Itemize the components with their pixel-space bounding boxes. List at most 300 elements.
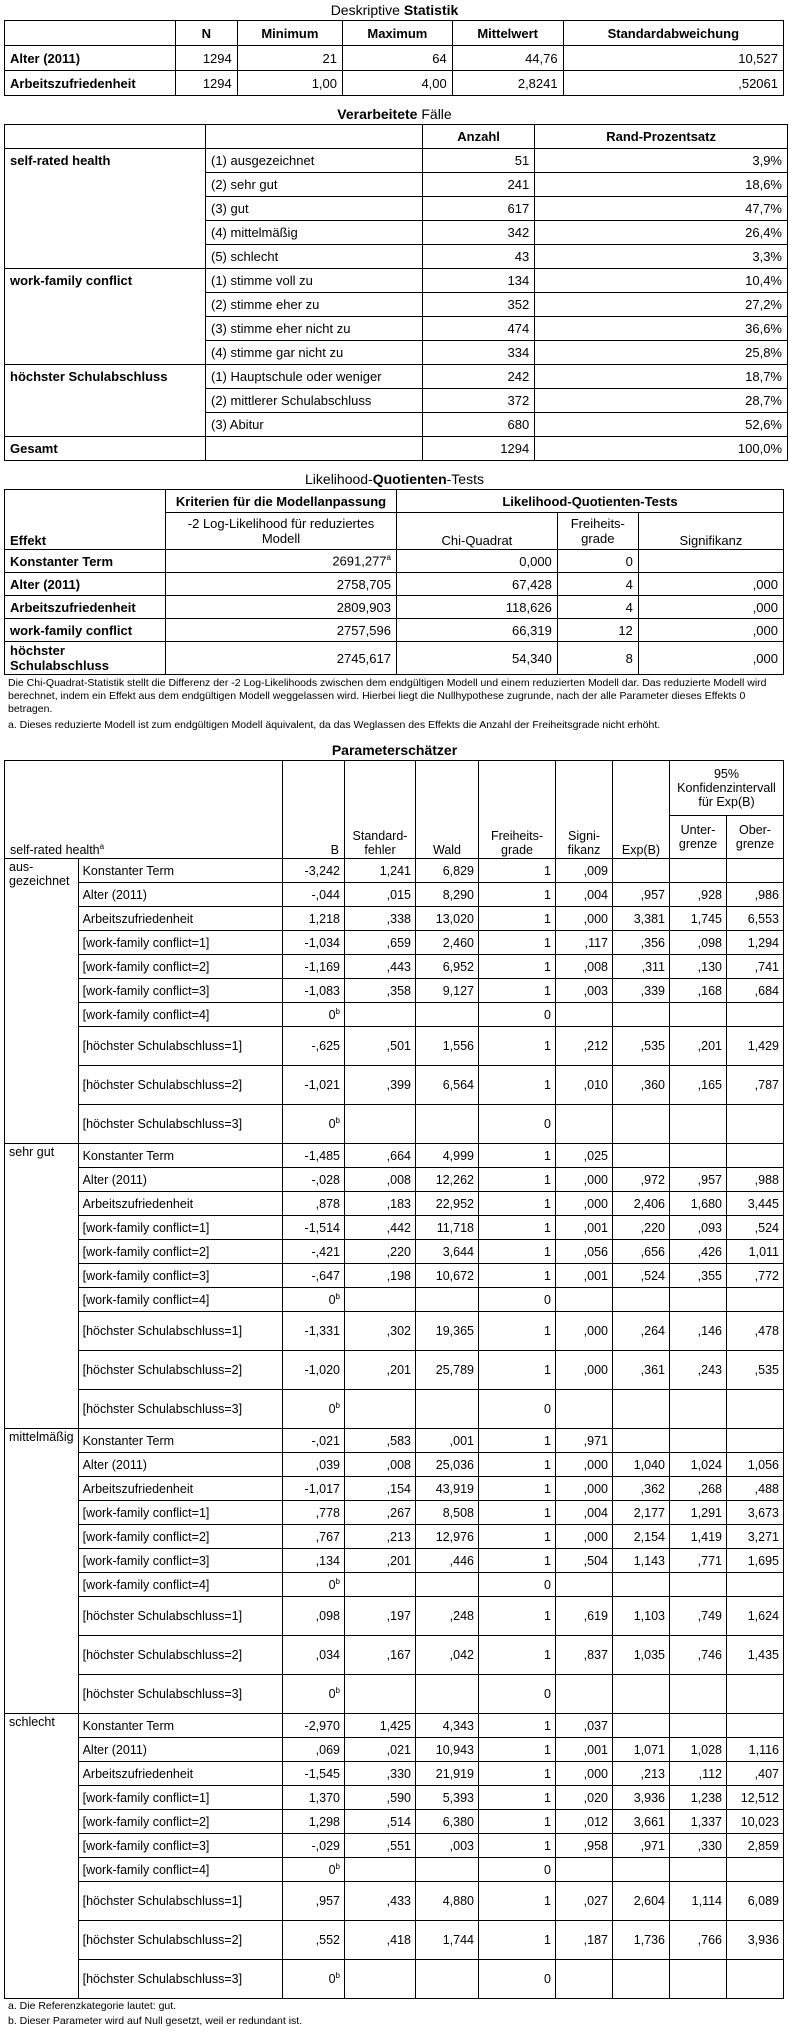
parameter-label — [78, 955, 282, 979]
cell-value: 1,241 — [379, 863, 411, 878]
params-body — [5, 859, 784, 1999]
table-cell — [670, 979, 727, 1003]
cell-value: ,000 — [583, 1529, 608, 1544]
table-row — [5, 1351, 784, 1390]
cell-value: Alter (2011) — [10, 576, 81, 592]
table-cell: 64 — [343, 46, 453, 71]
response-category-label: mittelmäßig — [5, 1429, 79, 1714]
params-header-cell: Exp(B) — [613, 761, 670, 859]
cell-value: ,971 — [640, 1838, 665, 1853]
cell-value: ,000 — [583, 1324, 608, 1338]
table-cell — [397, 642, 558, 675]
cell-value: 8,290 — [442, 887, 474, 902]
percent-cell: 3,9% — [535, 149, 788, 173]
cell-value: ,000 — [583, 1481, 608, 1496]
table-cell — [345, 1105, 416, 1144]
table-cell — [670, 1453, 727, 1477]
table-cell — [416, 1351, 479, 1390]
table-cell — [345, 979, 416, 1003]
cell-value: 1 — [544, 1814, 551, 1829]
cell-value: 0 — [544, 1292, 551, 1307]
table-cell — [556, 1477, 613, 1501]
table-row — [5, 365, 788, 389]
table-cell — [556, 1264, 613, 1288]
table-cell — [166, 573, 397, 596]
cell-value: 9,127 — [442, 983, 474, 998]
table-cell: 1294 — [176, 46, 238, 71]
table-cell — [416, 1921, 479, 1960]
cell-value: 1,429 — [747, 1039, 779, 1053]
table-row — [5, 173, 788, 197]
cell-value: ,356 — [640, 935, 665, 950]
cell-value: ,478 — [754, 1324, 779, 1338]
percent-cell: 10,4% — [535, 269, 788, 293]
cell-value: -3,242 — [304, 863, 340, 878]
cell-value: ,154 — [386, 1481, 411, 1496]
cell-value: 1 — [544, 1933, 551, 1947]
table-cell — [206, 437, 423, 461]
table-row — [5, 341, 788, 365]
cell-value: [höchster Schulabschluss=2] — [82, 1933, 243, 1947]
table-row — [5, 883, 784, 907]
table-cell — [727, 1105, 784, 1144]
cell-value: ,000 — [583, 911, 608, 926]
table-cell — [345, 1960, 416, 1999]
cell-value: 1 — [544, 1718, 551, 1733]
cases-header-cell — [5, 125, 206, 149]
table-cell — [479, 1738, 556, 1762]
count-cell: 242 — [423, 365, 535, 389]
response-category-label: aus-gezeichnet — [5, 859, 79, 1144]
descriptive-header-cell: Maximum — [343, 21, 453, 46]
table-row — [5, 149, 788, 173]
lr-effect-header: Effekt — [5, 490, 166, 550]
cell-value: ,034 — [315, 1648, 340, 1662]
parameter-label — [78, 1810, 282, 1834]
cell-value: -1,485 — [304, 1148, 340, 1163]
table-cell — [282, 1003, 344, 1027]
params-table — [4, 760, 784, 1999]
cell-value: ,015 — [386, 887, 411, 902]
table-cell — [479, 1168, 556, 1192]
count-cell: 134 — [423, 269, 535, 293]
table-cell — [670, 931, 727, 955]
table-cell — [670, 1066, 727, 1105]
lr-title-pre: Likelihood- — [305, 471, 373, 487]
table-cell — [345, 1264, 416, 1288]
cell-value: 1,024 — [690, 1457, 722, 1472]
table-cell — [727, 1921, 784, 1960]
table-cell — [345, 1549, 416, 1573]
cell-value: 2758,705 — [336, 576, 391, 592]
cell-value: ,988 — [754, 1172, 779, 1187]
table-cell — [282, 1312, 344, 1351]
table-cell — [416, 883, 479, 907]
total-label: Gesamt — [5, 437, 206, 461]
cell-value: [höchster Schulabschluss=1] — [82, 1609, 243, 1623]
table-row — [5, 1921, 784, 1960]
cell-value: [work-family conflict=1] — [82, 1790, 210, 1805]
row-group-label — [5, 173, 206, 197]
category-label: (3) Abitur — [206, 413, 423, 437]
table-cell — [556, 1192, 613, 1216]
table-cell — [556, 1597, 613, 1636]
table-cell — [282, 1240, 344, 1264]
table-cell — [282, 1762, 344, 1786]
table-cell — [638, 642, 783, 675]
cell-value: ,000 — [752, 576, 778, 592]
parameter-label — [78, 1738, 282, 1762]
lr-title-post: -Tests — [446, 471, 484, 487]
cell-value: 25,789 — [435, 1363, 474, 1377]
cell-value: ,004 — [583, 1505, 608, 1520]
table-row — [5, 46, 784, 71]
cell-value: Konstanter Term — [10, 553, 114, 569]
category-label: (1) stimme voll zu — [206, 269, 423, 293]
cell-value: [höchster Schulabschluss=1] — [82, 1039, 243, 1053]
cell-value: ,001 — [583, 1742, 608, 1757]
effect-label — [5, 550, 166, 573]
lr-note-a: a. Dieses reduzierte Modell ist zum endgültigen Modell äquivalent, da das Weglassen des Effekts die Anzahl der Freiheitsgrade nicht erhöht. — [8, 719, 661, 731]
parameter-label — [78, 1066, 282, 1105]
table-cell — [282, 1105, 344, 1144]
table-cell — [556, 1714, 613, 1738]
table-cell — [670, 1477, 727, 1501]
table-cell — [345, 1453, 416, 1477]
table-row — [5, 1288, 784, 1312]
category-label: (4) stimme gar nicht zu — [206, 341, 423, 365]
table-row — [5, 573, 784, 596]
table-row — [5, 1168, 784, 1192]
table-cell — [670, 1429, 727, 1453]
table-cell — [727, 1390, 784, 1429]
table-cell — [727, 1501, 784, 1525]
table-cell — [613, 1390, 670, 1429]
cell-value: ,878 — [315, 1196, 340, 1211]
category-label: (4) mittelmäßig — [206, 221, 423, 245]
table-row — [5, 859, 784, 883]
parameter-label — [78, 1144, 282, 1168]
cell-value: ,433 — [386, 1894, 411, 1908]
cell-value: Arbeitszufriedenheit — [10, 599, 136, 615]
cell-value: ,418 — [386, 1933, 411, 1947]
table-cell — [613, 1834, 670, 1858]
cell-value: ,000 — [752, 622, 778, 638]
cell-value: ,442 — [386, 1220, 411, 1235]
cell-value: ,008 — [386, 1457, 411, 1472]
cell-value: -,044 — [311, 887, 340, 902]
table-cell — [282, 1390, 344, 1429]
table-cell — [727, 955, 784, 979]
table-cell — [416, 1168, 479, 1192]
table-cell — [613, 1810, 670, 1834]
table-cell — [613, 1312, 670, 1351]
table-cell — [345, 1525, 416, 1549]
table-cell — [345, 1597, 416, 1636]
cell-value: -1,021 — [304, 1078, 340, 1092]
cell-value: 1 — [544, 1790, 551, 1805]
table-cell — [613, 1216, 670, 1240]
cell-value: höchster Schulabschluss — [10, 643, 109, 673]
params-dep-label-text: self-rated health — [10, 843, 100, 857]
table-cell — [727, 1810, 784, 1834]
table-cell — [479, 1144, 556, 1168]
cell-value: 1 — [544, 1039, 551, 1053]
descriptive-table — [4, 20, 784, 96]
table-cell — [416, 1144, 479, 1168]
table-cell — [282, 979, 344, 1003]
cell-value: [work-family conflict=3] — [82, 1268, 210, 1283]
table-cell — [416, 1636, 479, 1675]
cell-value: ,339 — [640, 983, 665, 998]
table-cell — [479, 907, 556, 931]
table-cell — [282, 1549, 344, 1573]
cell-value: 1,114 — [691, 1894, 722, 1908]
cell-value: 2745,617 — [336, 650, 391, 666]
cell-value: Konstanter Term — [82, 863, 175, 878]
parameter-label — [78, 1882, 282, 1921]
table-cell — [479, 1786, 556, 1810]
params-note-b: b. Dieser Parameter wird auf Null gesetzt, weil er redundant ist. — [8, 2015, 303, 2027]
table-cell — [345, 1786, 416, 1810]
table-cell — [416, 1882, 479, 1921]
table-cell — [727, 859, 784, 883]
percent-cell: 52,6% — [535, 413, 788, 437]
table-cell — [727, 1066, 784, 1105]
cell-value: [work-family conflict=2] — [82, 1814, 210, 1829]
row-group-label: höchster Schulabschluss — [5, 365, 206, 389]
table-cell — [556, 1240, 613, 1264]
table-cell — [556, 1168, 613, 1192]
table-cell — [416, 1573, 479, 1597]
cell-value: 1 — [544, 887, 551, 902]
table-cell — [727, 1351, 784, 1390]
table-cell — [282, 1477, 344, 1501]
cell-value: 3,936 — [747, 1933, 779, 1947]
table-cell — [556, 1573, 613, 1597]
parameter-label — [78, 1921, 282, 1960]
cell-value: 1 — [544, 1244, 551, 1259]
cell-value: 0 — [328, 1972, 336, 1987]
cell-value: 1,040 — [633, 1457, 665, 1472]
cell-value: 43,919 — [435, 1481, 474, 1496]
cell-value: 10,943 — [435, 1742, 474, 1757]
cell-value: ,201 — [386, 1363, 411, 1377]
cell-value: ,778 — [315, 1505, 340, 1520]
cell-value: -,421 — [311, 1244, 340, 1259]
parameter-label — [78, 1351, 282, 1390]
table-cell — [556, 1636, 613, 1675]
table-cell — [557, 573, 638, 596]
table-cell — [282, 1858, 344, 1882]
cell-value: 0 — [544, 1862, 551, 1877]
cell-value: ,749 — [697, 1609, 722, 1623]
cell-value: ,362 — [640, 1481, 665, 1496]
table-row — [5, 1786, 784, 1810]
category-label: (5) schlecht — [206, 245, 423, 269]
cell-value: 1 — [544, 1894, 551, 1908]
cell-value: ,220 — [640, 1220, 665, 1235]
parameter-label — [78, 1192, 282, 1216]
table-cell — [727, 1786, 784, 1810]
cell-value: ,000 — [752, 650, 778, 666]
cell-value: 1 — [544, 863, 551, 878]
cell-value: 4 — [625, 576, 633, 592]
table-cell — [670, 955, 727, 979]
cell-value: ,957 — [315, 1894, 340, 1908]
params-header-cell: B — [282, 761, 344, 859]
table-row — [5, 596, 784, 619]
lr-title — [0, 469, 789, 489]
table-cell — [282, 1192, 344, 1216]
table-cell — [613, 1027, 670, 1066]
table-cell — [345, 1429, 416, 1453]
table-cell — [557, 619, 638, 642]
cell-value: ,056 — [583, 1244, 608, 1259]
cell-value: 6,829 — [442, 863, 474, 878]
table-cell — [345, 1192, 416, 1216]
cell-value: 66,319 — [512, 622, 552, 638]
table-cell — [282, 1066, 344, 1105]
cell-value: 1,425 — [379, 1718, 411, 1733]
table-cell — [345, 1144, 416, 1168]
table-cell — [613, 1240, 670, 1264]
cell-value: Alter (2011) — [82, 887, 147, 902]
table-cell — [670, 1216, 727, 1240]
lr-sub-header: -2 Log-Likelihood für reduziertes Modell — [166, 513, 397, 550]
lr-group-header-row — [5, 490, 784, 513]
cell-value: ,928 — [697, 887, 722, 902]
cell-value: 12,512 — [740, 1790, 779, 1805]
table-cell — [282, 1351, 344, 1390]
percent-cell: 100,0% — [535, 437, 788, 461]
table-row — [5, 1597, 784, 1636]
table-cell — [479, 1810, 556, 1834]
lr-body — [5, 550, 784, 675]
cell-value: 1 — [544, 1505, 551, 1520]
cell-value: 0 — [544, 1687, 551, 1701]
cell-value: ,243 — [697, 1363, 722, 1377]
table-cell — [479, 1501, 556, 1525]
table-cell — [282, 955, 344, 979]
table-cell — [345, 1810, 416, 1834]
table-cell — [345, 1675, 416, 1714]
footnote-b-mark: b — [335, 1686, 340, 1696]
table-cell — [613, 1597, 670, 1636]
cases-body — [5, 149, 788, 461]
descriptive-header-cell: N — [176, 21, 238, 46]
table-row — [5, 907, 784, 931]
table-cell — [345, 1573, 416, 1597]
table-cell — [479, 1714, 556, 1738]
table-cell — [416, 1525, 479, 1549]
cell-value: [work-family conflict=2] — [82, 1529, 210, 1544]
table-row — [5, 1738, 784, 1762]
cell-value: 1 — [544, 1648, 551, 1662]
cell-value: 1,103 — [633, 1609, 665, 1623]
table-cell — [345, 1858, 416, 1882]
table-cell — [282, 1501, 344, 1525]
cell-value: [work-family conflict=4] — [82, 1577, 210, 1592]
table-row — [5, 1216, 784, 1240]
table-cell — [397, 596, 558, 619]
table-cell — [416, 1786, 479, 1810]
table-row — [5, 1390, 784, 1429]
cell-value: 1 — [544, 1766, 551, 1781]
table-cell — [613, 931, 670, 955]
cell-value: 1 — [544, 1609, 551, 1623]
table-cell — [345, 1390, 416, 1429]
cell-value: 2,406 — [633, 1196, 665, 1211]
cell-value: 2,154 — [633, 1529, 665, 1544]
table-row — [5, 1192, 784, 1216]
table-cell — [727, 1573, 784, 1597]
table-cell — [613, 1477, 670, 1501]
count-cell: 43 — [423, 245, 535, 269]
table-cell — [282, 1714, 344, 1738]
cell-value: 4 — [625, 599, 633, 615]
table-cell — [670, 1597, 727, 1636]
row-group-label — [5, 389, 206, 413]
table-cell — [613, 1549, 670, 1573]
cell-value: 1,680 — [690, 1196, 722, 1211]
table-cell — [282, 1786, 344, 1810]
cell-value: 13,020 — [435, 911, 474, 926]
parameter-label — [78, 1858, 282, 1882]
effect-label — [5, 596, 166, 619]
cell-value: 1,238 — [690, 1790, 722, 1805]
cell-value: ,837 — [583, 1648, 608, 1662]
cell-value: 0 — [544, 1972, 551, 1986]
cell-value: ,001 — [583, 1220, 608, 1235]
table-cell — [727, 1429, 784, 1453]
cell-value: [höchster Schulabschluss=1] — [82, 1324, 243, 1338]
table-cell — [282, 907, 344, 931]
parameter-label — [78, 1675, 282, 1714]
parameter-label — [78, 931, 282, 955]
table-cell — [556, 1738, 613, 1762]
table-cell — [727, 1762, 784, 1786]
cell-value: ,787 — [754, 1078, 779, 1092]
table-row — [5, 1714, 784, 1738]
table-cell — [479, 883, 556, 907]
cell-value: 0 — [328, 1293, 336, 1308]
cell-value: ,684 — [754, 983, 779, 998]
table-cell — [613, 1351, 670, 1390]
percent-cell: 26,4% — [535, 221, 788, 245]
parameter-label — [78, 1168, 282, 1192]
table-cell — [556, 1960, 613, 1999]
cell-value: ,165 — [697, 1078, 722, 1092]
footnote-b-mark: b — [335, 1401, 340, 1411]
cell-value: ,134 — [315, 1553, 340, 1568]
cell-value: ,590 — [386, 1790, 411, 1805]
table-cell: 2,8241 — [452, 71, 563, 96]
cell-value: -1,331 — [304, 1324, 340, 1338]
cell-value: 2809,903 — [336, 599, 391, 615]
cell-value: 1 — [544, 1268, 551, 1283]
table-cell — [670, 1960, 727, 1999]
table-cell — [479, 1216, 556, 1240]
cell-value: ,000 — [583, 1363, 608, 1377]
cell-value: ,771 — [697, 1553, 722, 1568]
table-cell — [613, 907, 670, 931]
parameter-label — [78, 1027, 282, 1066]
cell-value: ,020 — [583, 1790, 608, 1805]
table-row — [5, 619, 784, 642]
table-cell — [556, 1351, 613, 1390]
cell-value: 2757,596 — [336, 622, 391, 638]
